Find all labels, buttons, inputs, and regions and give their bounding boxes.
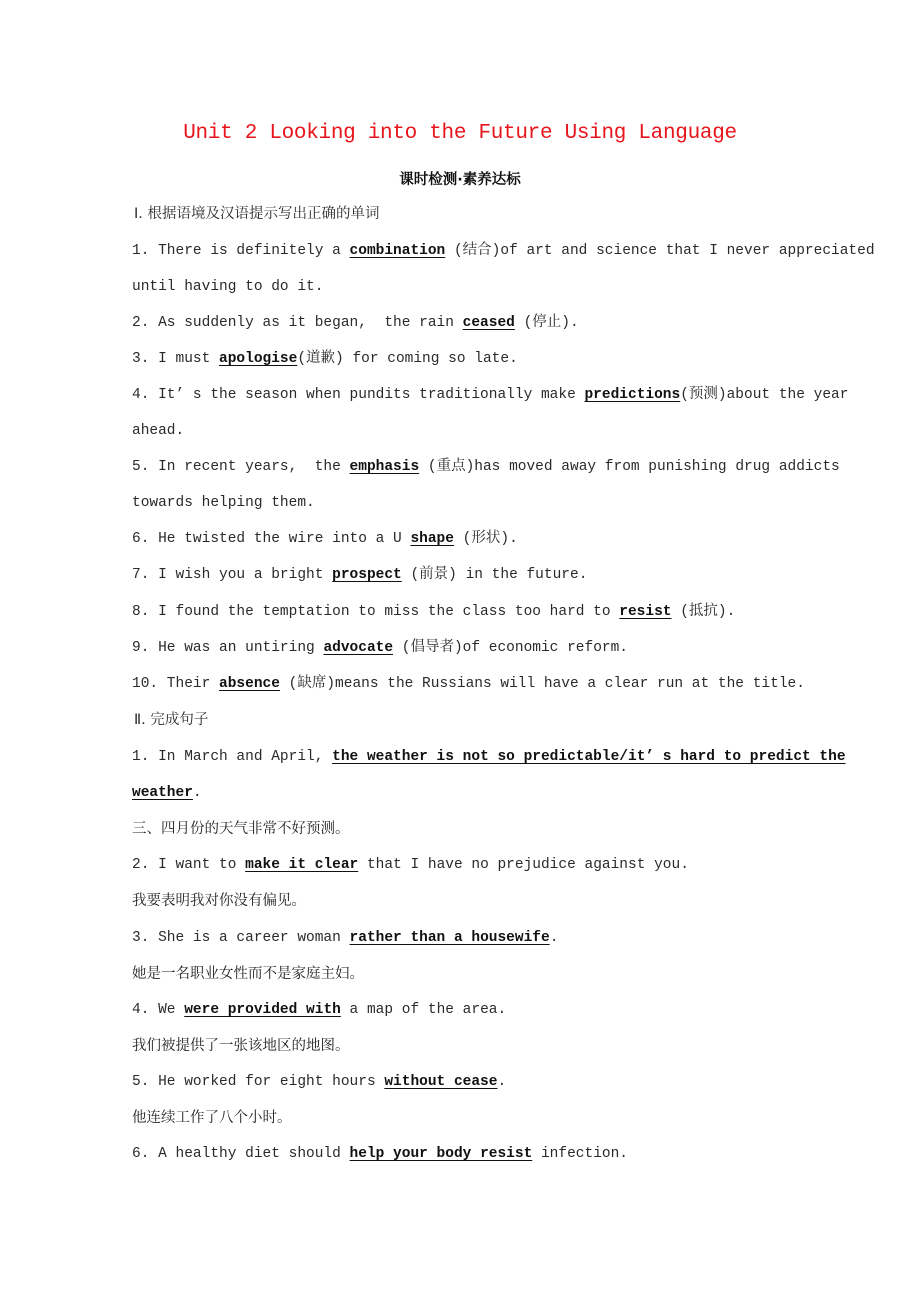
s1-item-9 [132,639,628,657]
s2-item-6 [132,1145,628,1163]
answer: help your body resist [349,1146,533,1162]
answer: absence [219,676,280,692]
s1-item-2 [132,314,579,332]
answer: emphasis [349,459,420,475]
item-text: (形状). [453,531,518,547]
s1-item-8 [132,603,735,621]
item-text: 6. He twisted the wire into a U [132,531,411,547]
s2-item-1-translation: 三、四月份的天气非常不好预测。 [132,821,350,837]
item-text: . [497,1074,507,1090]
item-text: 8. I found the temptation to miss the class too hard to [132,604,620,620]
item-text: 6. A healthy diet should [132,1146,350,1162]
s1-item-3 [132,350,518,368]
item-text: 5. In recent years, the [132,459,350,475]
item-text: a map of the area. [340,1002,507,1018]
s1-item-4-cont: ahead. [132,423,185,439]
s2-item-5 [132,1073,506,1091]
item-text: (重点)has moved away from punishing drug addicts [419,459,840,475]
s1-item-7 [132,566,587,584]
answer: shape [410,531,454,547]
item-text: 9. He was an untiring [132,640,324,656]
item-text: (前景) in the future. [401,567,588,583]
s2-item-5-translation: 他连续工作了八个小时。 [132,1110,292,1126]
item-text: 2. As suddenly as it began, the rain [132,315,463,331]
item-text: 5. He worked for eight hours [132,1074,385,1090]
answer: ceased [462,315,515,331]
item-text: (缺席)means the Russians will have a clear run at the title. [279,676,805,692]
section1-heading: Ⅰ. 根据语境及汉语提示写出正确的单词 [134,206,380,222]
answer: combination [349,243,446,259]
item-text: (停止). [514,315,579,331]
answer: predictions [584,387,681,403]
answer: were provided with [184,1002,341,1018]
item-text: that I have no prejudice against you. [358,857,689,873]
s2-item-3 [132,929,558,947]
answer: advocate [323,640,394,656]
s2-item-3-translation: 她是一名职业女性而不是家庭主妇。 [132,966,364,982]
item-text: 1. There is definitely a [132,243,350,259]
item-text: 3. She is a career woman [132,930,350,946]
item-text: 3. I must [132,351,220,367]
s2-item-2-translation: 我要表明我对你没有偏见。 [132,893,306,909]
s1-item-5 [132,458,840,476]
item-text: (道歉) for coming so late. [297,351,518,367]
item-text: (结合)of art and science that I never appreciated [445,243,875,259]
item-text: (预测)about the year [680,387,849,403]
item-text: (倡导者)of economic reform. [393,640,628,656]
item-text: 4. We [132,1002,185,1018]
s2-item-1 [132,748,846,766]
item-text: infection. [532,1146,628,1162]
s1-item-5-cont: towards helping them. [132,495,315,511]
answer: resist [619,604,672,620]
s1-item-6 [132,530,518,548]
s2-item-2 [132,856,689,874]
document-title: Unit 2 Looking into the Future Using Language [183,122,737,145]
s2-item-1-cont [132,784,202,802]
answer: the weather is not so predictable/it’ s hard to predict the [332,749,846,765]
document-subtitle: 课时检测·素养达标 [399,172,521,188]
answer: without cease [384,1074,498,1090]
s1-item-1-cont: until having to do it. [132,279,324,295]
item-text: 2. I want to [132,857,246,873]
item-text: 1. In March and April, [132,749,333,765]
s2-item-4-translation: 我们被提供了一张该地区的地图。 [132,1038,350,1054]
answer: apologise [219,351,298,367]
item-text: . [192,785,202,801]
s2-item-4 [132,1001,506,1019]
answer: prospect [332,567,402,583]
s1-item-4 [132,386,848,404]
item-text: (抵抗). [671,604,736,620]
item-text: . [549,930,559,946]
item-text: 4. It’ s the season when pundits traditionally make [132,387,585,403]
answer: weather [132,785,193,801]
item-text: 10. Their [132,676,220,692]
answer: make it clear [245,857,359,873]
s1-item-1 [132,242,875,260]
s1-item-10 [132,675,805,693]
section2-heading: Ⅱ. 完成句子 [134,712,209,728]
item-text: 7. I wish you a bright [132,567,333,583]
answer: rather than a housewife [349,930,550,946]
